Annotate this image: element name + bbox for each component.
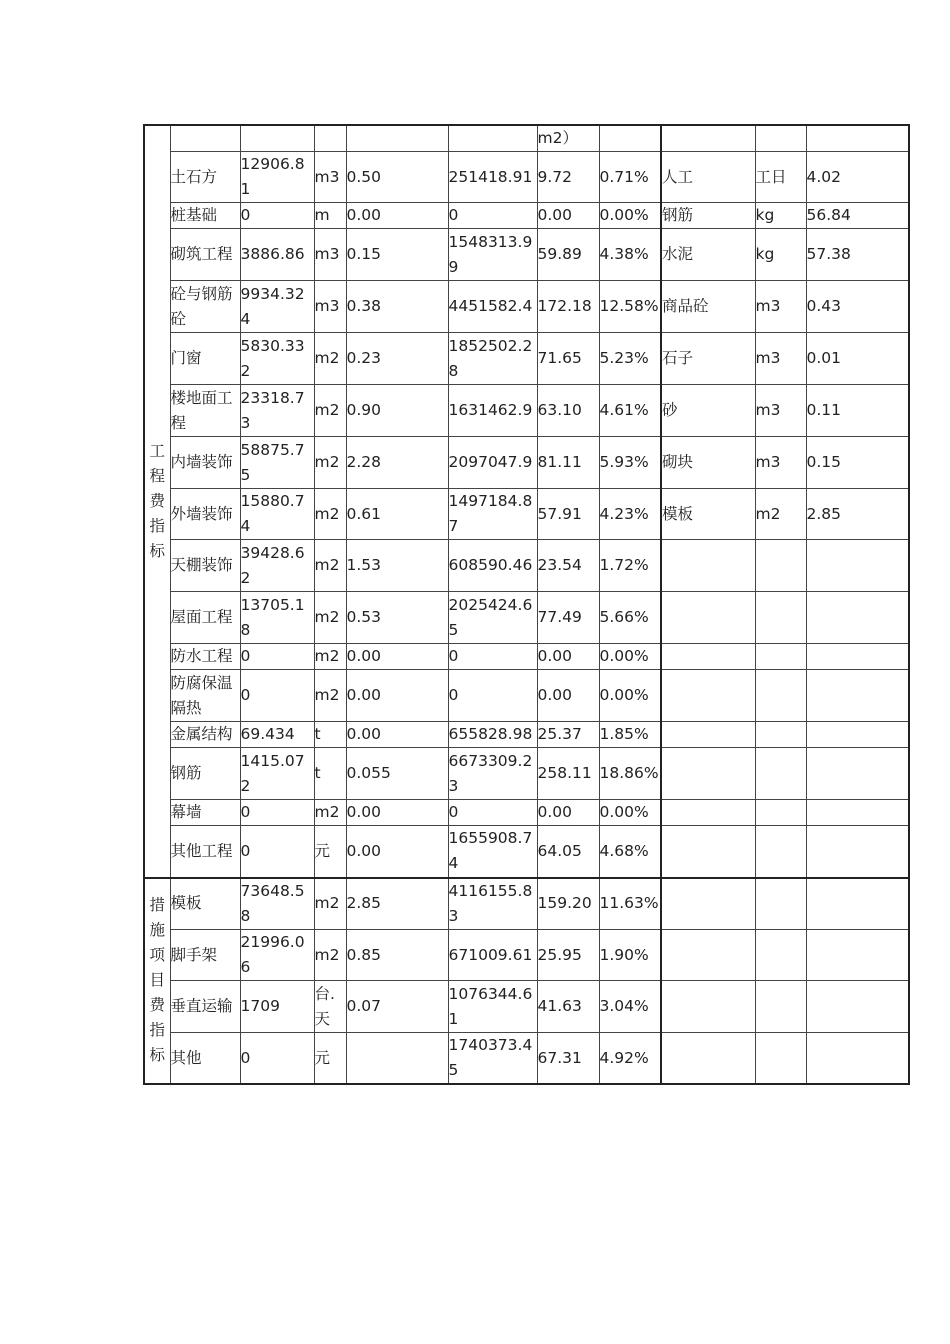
cell-name: 其他工程 [170,826,240,878]
cell-amount: 1740373.45 [448,1033,537,1085]
cell-mat-val: 0.43 [806,281,909,333]
cell-mat-unit [755,644,806,670]
table-cell [448,125,537,152]
cell-unit: m2 [314,333,346,385]
cell-mat [661,1033,755,1085]
cell-mat-unit: kg [755,229,806,281]
cell-pct: 0.00% [599,203,661,229]
table-row [144,930,909,981]
cell-pct: 4.23% [599,489,661,540]
cell-mat [661,670,755,722]
cell-mat-unit [755,878,806,930]
cell-mat-val [806,592,909,644]
cell-index: 0.00 [346,800,448,826]
cell-mat: 钢筋 [661,203,755,229]
cell-mat-unit [755,1033,806,1085]
table-cell [599,125,661,152]
cell-index: 0.00 [346,644,448,670]
cell-mat [661,644,755,670]
cell-amount: 671009.61 [448,930,537,981]
cell-mat [661,722,755,748]
cell-per: 57.91 [537,489,599,540]
cell-per: 9.72 [537,152,599,203]
section-label-engineering: 工程费指标 [144,125,170,878]
cell-amount: 6673309.23 [448,748,537,800]
cell-mat-unit [755,722,806,748]
cell-amount: 0 [448,644,537,670]
table-row [144,800,909,826]
cell-mat: 砂 [661,385,755,437]
cell-unit: m2 [314,489,346,540]
cell-mat-val: 57.38 [806,229,909,281]
table-cell: m2） [537,125,599,152]
cell-amount: 608590.46 [448,540,537,592]
cell-mat: 商品砼 [661,281,755,333]
cell-amount: 1655908.74 [448,826,537,878]
cell-name: 金属结构 [170,722,240,748]
table-row [144,281,909,333]
cell-mat-unit [755,592,806,644]
cell-pct: 0.71% [599,152,661,203]
table-cell [661,125,755,152]
cell-unit: m2 [314,385,346,437]
cell-qty: 39428.62 [240,540,314,592]
cell-pct: 4.68% [599,826,661,878]
cell-mat-unit: 工日 [755,152,806,203]
cell-mat-unit: m2 [755,489,806,540]
cell-per: 64.05 [537,826,599,878]
table-row [144,878,909,930]
table-row [144,203,909,229]
cell-per: 0.00 [537,800,599,826]
cell-qty: 0 [240,1033,314,1085]
cell-mat-unit [755,748,806,800]
cell-per: 0.00 [537,203,599,229]
cell-mat-val [806,930,909,981]
cell-qty: 73648.58 [240,878,314,930]
cell-mat: 砌块 [661,437,755,489]
cell-per: 63.10 [537,385,599,437]
cell-mat-val [806,826,909,878]
cell-amount: 4116155.83 [448,878,537,930]
cell-pct: 4.61% [599,385,661,437]
cell-mat-val [806,800,909,826]
cell-pct: 11.63% [599,878,661,930]
cell-pct: 5.23% [599,333,661,385]
cell-pct: 18.86% [599,748,661,800]
cell-name: 其他 [170,1033,240,1085]
cell-qty: 0 [240,203,314,229]
cell-unit: m3 [314,229,346,281]
table-row [144,722,909,748]
cell-name: 门窗 [170,333,240,385]
cell-amount: 1852502.28 [448,333,537,385]
cell-name: 楼地面工程 [170,385,240,437]
table-row [144,1033,909,1085]
cell-unit: m2 [314,670,346,722]
cell-name: 模板 [170,878,240,930]
cell-pct: 1.85% [599,722,661,748]
cell-name: 砼与钢筋砼 [170,281,240,333]
cell-pct: 4.92% [599,1033,661,1085]
table-row [144,333,909,385]
cell-mat: 人工 [661,152,755,203]
cell-pct: 3.04% [599,981,661,1033]
cell-index: 0.23 [346,333,448,385]
cell-mat-val [806,644,909,670]
cell-mat [661,878,755,930]
cell-per: 258.11 [537,748,599,800]
cell-per: 25.37 [537,722,599,748]
table-cell [346,125,448,152]
cell-index: 0.00 [346,826,448,878]
cell-name: 防腐保温隔热 [170,670,240,722]
cell-mat [661,826,755,878]
cell-qty: 1709 [240,981,314,1033]
cell-unit: 元 [314,1033,346,1085]
cell-qty: 0 [240,644,314,670]
cell-index: 0.00 [346,670,448,722]
cell-pct: 0.00% [599,800,661,826]
cell-mat [661,592,755,644]
cell-name: 外墙装饰 [170,489,240,540]
cell-index: 0.61 [346,489,448,540]
cell-mat [661,981,755,1033]
cell-amount: 2025424.65 [448,592,537,644]
table-row [144,540,909,592]
cell-mat-unit [755,800,806,826]
table-row [144,981,909,1033]
cell-per: 23.54 [537,540,599,592]
cell-mat-val [806,748,909,800]
cell-pct: 1.72% [599,540,661,592]
table-row [144,748,909,800]
cell-qty: 58875.75 [240,437,314,489]
cell-pct: 0.00% [599,670,661,722]
cell-mat-unit: m3 [755,281,806,333]
cell-qty: 69.434 [240,722,314,748]
table-row [144,489,909,540]
cell-mat: 石子 [661,333,755,385]
cell-mat-val: 0.15 [806,437,909,489]
cell-qty: 0 [240,800,314,826]
cell-per: 81.11 [537,437,599,489]
cell-index [346,1033,448,1085]
cell-unit: m2 [314,592,346,644]
cell-unit: t [314,748,346,800]
cell-unit: m2 [314,437,346,489]
table-row [144,644,909,670]
cell-index: 0.00 [346,203,448,229]
cell-unit: m3 [314,152,346,203]
table-row [144,152,909,203]
cell-index: 2.28 [346,437,448,489]
cell-unit: 台.天 [314,981,346,1033]
cell-index: 0.00 [346,722,448,748]
cell-mat-val [806,981,909,1033]
table-body [144,125,909,1084]
cell-unit: t [314,722,346,748]
cell-name: 脚手架 [170,930,240,981]
cell-mat-unit: m3 [755,437,806,489]
cell-unit: m2 [314,930,346,981]
cell-mat-val [806,722,909,748]
table-cell [170,125,240,152]
cell-amount: 251418.91 [448,152,537,203]
cell-pct: 1.90% [599,930,661,981]
table-row [144,125,909,152]
cell-mat-val: 0.01 [806,333,909,385]
cell-amount: 0 [448,800,537,826]
cell-name: 天棚装饰 [170,540,240,592]
cell-index: 0.38 [346,281,448,333]
table-cell [240,125,314,152]
cell-mat [661,930,755,981]
cell-qty: 21996.06 [240,930,314,981]
cell-mat-val [806,878,909,930]
cell-unit: m2 [314,540,346,592]
cell-mat-unit [755,540,806,592]
cell-unit: 元 [314,826,346,878]
cell-per: 25.95 [537,930,599,981]
cell-qty: 12906.81 [240,152,314,203]
cell-qty: 23318.73 [240,385,314,437]
cost-index-table [143,124,910,1085]
cell-index: 0.85 [346,930,448,981]
table-cell [314,125,346,152]
cell-per: 0.00 [537,644,599,670]
cell-amount: 1076344.61 [448,981,537,1033]
cell-mat-val: 56.84 [806,203,909,229]
cell-name: 桩基础 [170,203,240,229]
table-row [144,592,909,644]
cell-name: 防水工程 [170,644,240,670]
cell-index: 2.85 [346,878,448,930]
cell-index: 0.50 [346,152,448,203]
cell-qty: 0 [240,826,314,878]
cell-amount: 1548313.99 [448,229,537,281]
cell-amount: 0 [448,203,537,229]
cell-qty: 5830.332 [240,333,314,385]
cell-index: 0.055 [346,748,448,800]
cell-qty: 13705.18 [240,592,314,644]
cell-unit: m2 [314,800,346,826]
cell-qty: 9934.324 [240,281,314,333]
cell-amount: 1497184.87 [448,489,537,540]
section-label-measures: 措施项目费指标 [144,878,170,1085]
cell-per: 159.20 [537,878,599,930]
table-row [144,826,909,878]
cell-mat [661,748,755,800]
cell-pct: 12.58% [599,281,661,333]
cell-pct: 4.38% [599,229,661,281]
cell-name: 垂直运输 [170,981,240,1033]
cell-name: 内墙装饰 [170,437,240,489]
cell-amount: 2097047.9 [448,437,537,489]
cell-mat: 模板 [661,489,755,540]
cell-mat-val: 4.02 [806,152,909,203]
cell-mat-val: 2.85 [806,489,909,540]
cell-pct: 5.66% [599,592,661,644]
cell-qty: 3886.86 [240,229,314,281]
cell-mat-val [806,670,909,722]
table-cell [755,125,806,152]
cell-mat-unit: m3 [755,333,806,385]
cell-name: 钢筋 [170,748,240,800]
cell-per: 67.31 [537,1033,599,1085]
cell-unit: m2 [314,878,346,930]
cell-mat: 水泥 [661,229,755,281]
cell-name: 土石方 [170,152,240,203]
cell-per: 59.89 [537,229,599,281]
cell-index: 0.15 [346,229,448,281]
cell-mat-unit: kg [755,203,806,229]
table-row [144,229,909,281]
cell-per: 77.49 [537,592,599,644]
cell-pct: 0.00% [599,644,661,670]
cell-unit: m2 [314,644,346,670]
cell-mat-unit [755,670,806,722]
cell-mat-val: 0.11 [806,385,909,437]
cell-name: 幕墙 [170,800,240,826]
cell-mat [661,800,755,826]
cell-name: 砌筑工程 [170,229,240,281]
cell-mat-val [806,540,909,592]
cell-mat-unit: m3 [755,385,806,437]
cell-amount: 655828.98 [448,722,537,748]
cell-index: 1.53 [346,540,448,592]
cell-amount: 0 [448,670,537,722]
cell-per: 71.65 [537,333,599,385]
cell-mat [661,540,755,592]
cell-unit: m [314,203,346,229]
cell-mat-val [806,1033,909,1085]
table-row [144,437,909,489]
cell-mat-unit [755,826,806,878]
table-cell [806,125,909,152]
cell-index: 0.07 [346,981,448,1033]
cell-per: 172.18 [537,281,599,333]
cell-amount: 1631462.9 [448,385,537,437]
cell-qty: 1415.072 [240,748,314,800]
cell-mat-unit [755,930,806,981]
table-row [144,670,909,722]
table-row [144,385,909,437]
cell-name: 屋面工程 [170,592,240,644]
cell-per: 0.00 [537,670,599,722]
cell-per: 41.63 [537,981,599,1033]
cell-unit: m3 [314,281,346,333]
cell-qty: 15880.74 [240,489,314,540]
cell-pct: 5.93% [599,437,661,489]
cell-index: 0.53 [346,592,448,644]
cell-index: 0.90 [346,385,448,437]
cell-qty: 0 [240,670,314,722]
cell-mat-unit [755,981,806,1033]
cell-amount: 4451582.4 [448,281,537,333]
